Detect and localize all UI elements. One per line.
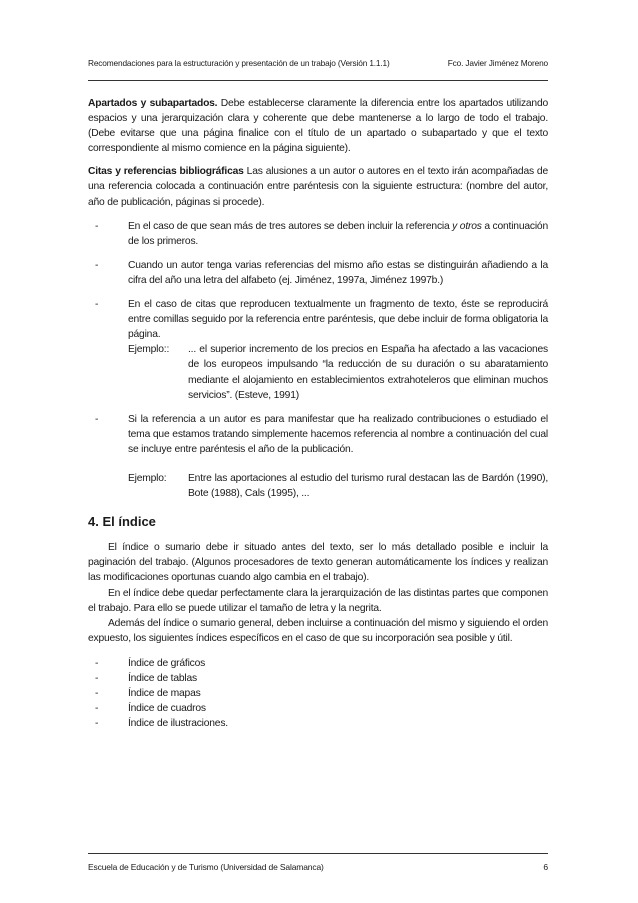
- header-rule: [88, 80, 548, 81]
- list-item: [88, 412, 548, 501]
- list-item: [88, 656, 548, 671]
- index-item-text: Índice de cuadros: [128, 703, 206, 715]
- list-item: [88, 686, 548, 701]
- section-paragraph-3: Además del índice o sumario general, deben incluirse a continuación del mismo y siguiendo el orden expuesto, los siguientes índices específicos en el caso de que su incorporación sea posible y útil.: [88, 617, 548, 644]
- dash-marker: -: [95, 299, 99, 311]
- bullet-text: En el caso de que sean más de tres autores se deben incluir la referencia: [128, 220, 453, 232]
- dash-marker: -: [95, 259, 99, 271]
- header-title: Recomendaciones para la estructuración y presentación de un trabajo (Versión 1.1.1): [88, 58, 390, 68]
- page-header: [88, 58, 548, 68]
- example-text: ... el superior incremento de los precios en España ha afectado a las vacaciones de los europeos impulsando “la reducción de su duración o su abaratamiento mediante el alojamiento en establecimientos extrahoteleros que eliminan muchos servicios”. (Esteve, 1991): [188, 344, 548, 401]
- bullet-italic: y otros: [452, 220, 482, 232]
- example-label: Ejemplo::: [128, 344, 170, 356]
- main-content: [88, 96, 548, 731]
- list-item: [88, 297, 548, 403]
- dash-marker: -: [95, 688, 99, 700]
- reference-example: [128, 471, 548, 501]
- bullet-text: a continuación de los primeros.: [128, 220, 548, 247]
- section-title: 4. El índice: [88, 514, 156, 530]
- index-item-text: Índice de mapas: [128, 688, 201, 700]
- section-paragraph-2: En el índice debe quedar perfectamente clara la jerarquización de las distintas partes que componen el trabajo. Para ello se puede utilizar el tamaño de letra y la negrita.: [88, 587, 548, 614]
- page-footer: [88, 862, 548, 872]
- dash-marker: -: [95, 413, 99, 425]
- citation-rules-list: [88, 219, 548, 502]
- bullet-text: Si la referencia a un autor es para manifestar que ha realizado contribuciones o estudiado el tema que estamos tratando simplemente hacemos referencia al nombre a continuación del cual se incluye entre paréntesis el año de la publicación.: [128, 413, 548, 455]
- index-item-text: Índice de tablas: [128, 673, 197, 684]
- citas-heading: Citas y referencias bibliográficas: [88, 166, 244, 178]
- bullet-text: En el caso de citas que reproducen textualmente un fragmento de texto, éste se reproducirá entre comillas seguido por la referencia entre paréntesis, que debe incluir de forma obligatoria la página.: [128, 299, 548, 341]
- citas-text: Las alusiones a un autor o autores en el texto irán acompañadas de una referencia colocada a continuación entre paréntesis con la siguiente estructura: (nombre del autor, año de publicación, páginas si procede).: [88, 166, 548, 208]
- bullet-text: Cuando un autor tenga varias referencias del mismo año estas se distinguirán añadiendo a la cifra del año una letra del alfabeto (ej. Jiménez, 1997a, Jiménez 1997b.): [128, 259, 548, 286]
- dash-marker: -: [95, 657, 99, 669]
- index-item-text: Índice de gráficos: [128, 657, 206, 669]
- dash-marker: -: [95, 220, 99, 232]
- index-item-text: Índice de ilustraciones.: [128, 718, 228, 730]
- paragraph-citas: [88, 164, 548, 209]
- section-paragraph-1: El índice o sumario debe ir situado antes del texto, ser lo más detallado posible e incluir la paginación del trabajo. (Algunos procesadores de texto generan automáticamente los índices y realizan las modificaciones oportunas cuando algo cambia en el trabajo).: [88, 542, 548, 584]
- quote-example: [128, 342, 548, 402]
- dash-marker: -: [95, 673, 99, 684]
- example-label: Ejemplo:: [128, 472, 167, 484]
- list-item: [88, 716, 548, 731]
- apartados-text: Debe establecerse claramente la diferencia entre los apartados utilizando espacios y una jerarquización clara y coherente que debe mantenerse a lo largo de todo el trabajo. (Debe evitarse que una página finalice con el título de un apartado o subapartado y que el texto correspondiente al mismo comience en la página siguiente).: [88, 98, 548, 155]
- list-item: [88, 701, 548, 716]
- index-types-list: [88, 656, 548, 731]
- footer-rule: [88, 853, 548, 854]
- page-number: 6: [543, 862, 548, 872]
- footer-institution: Escuela de Educación y de Turismo (Universidad de Salamanca): [88, 862, 324, 872]
- dash-marker: -: [95, 703, 99, 715]
- apartados-heading: Apartados y subapartados.: [88, 98, 218, 109]
- example-text: Entre las aportaciones al estudio del turismo rural destacan las de Bardón (1990), Bote (1988), Cals (1995), ...: [188, 472, 548, 500]
- list-item: [88, 219, 548, 249]
- list-item: [88, 671, 548, 686]
- paragraph-apartados: [88, 96, 548, 156]
- list-item: [88, 258, 548, 288]
- header-author: Fco. Javier Jiménez Moreno: [447, 58, 548, 68]
- dash-marker: -: [95, 718, 99, 730]
